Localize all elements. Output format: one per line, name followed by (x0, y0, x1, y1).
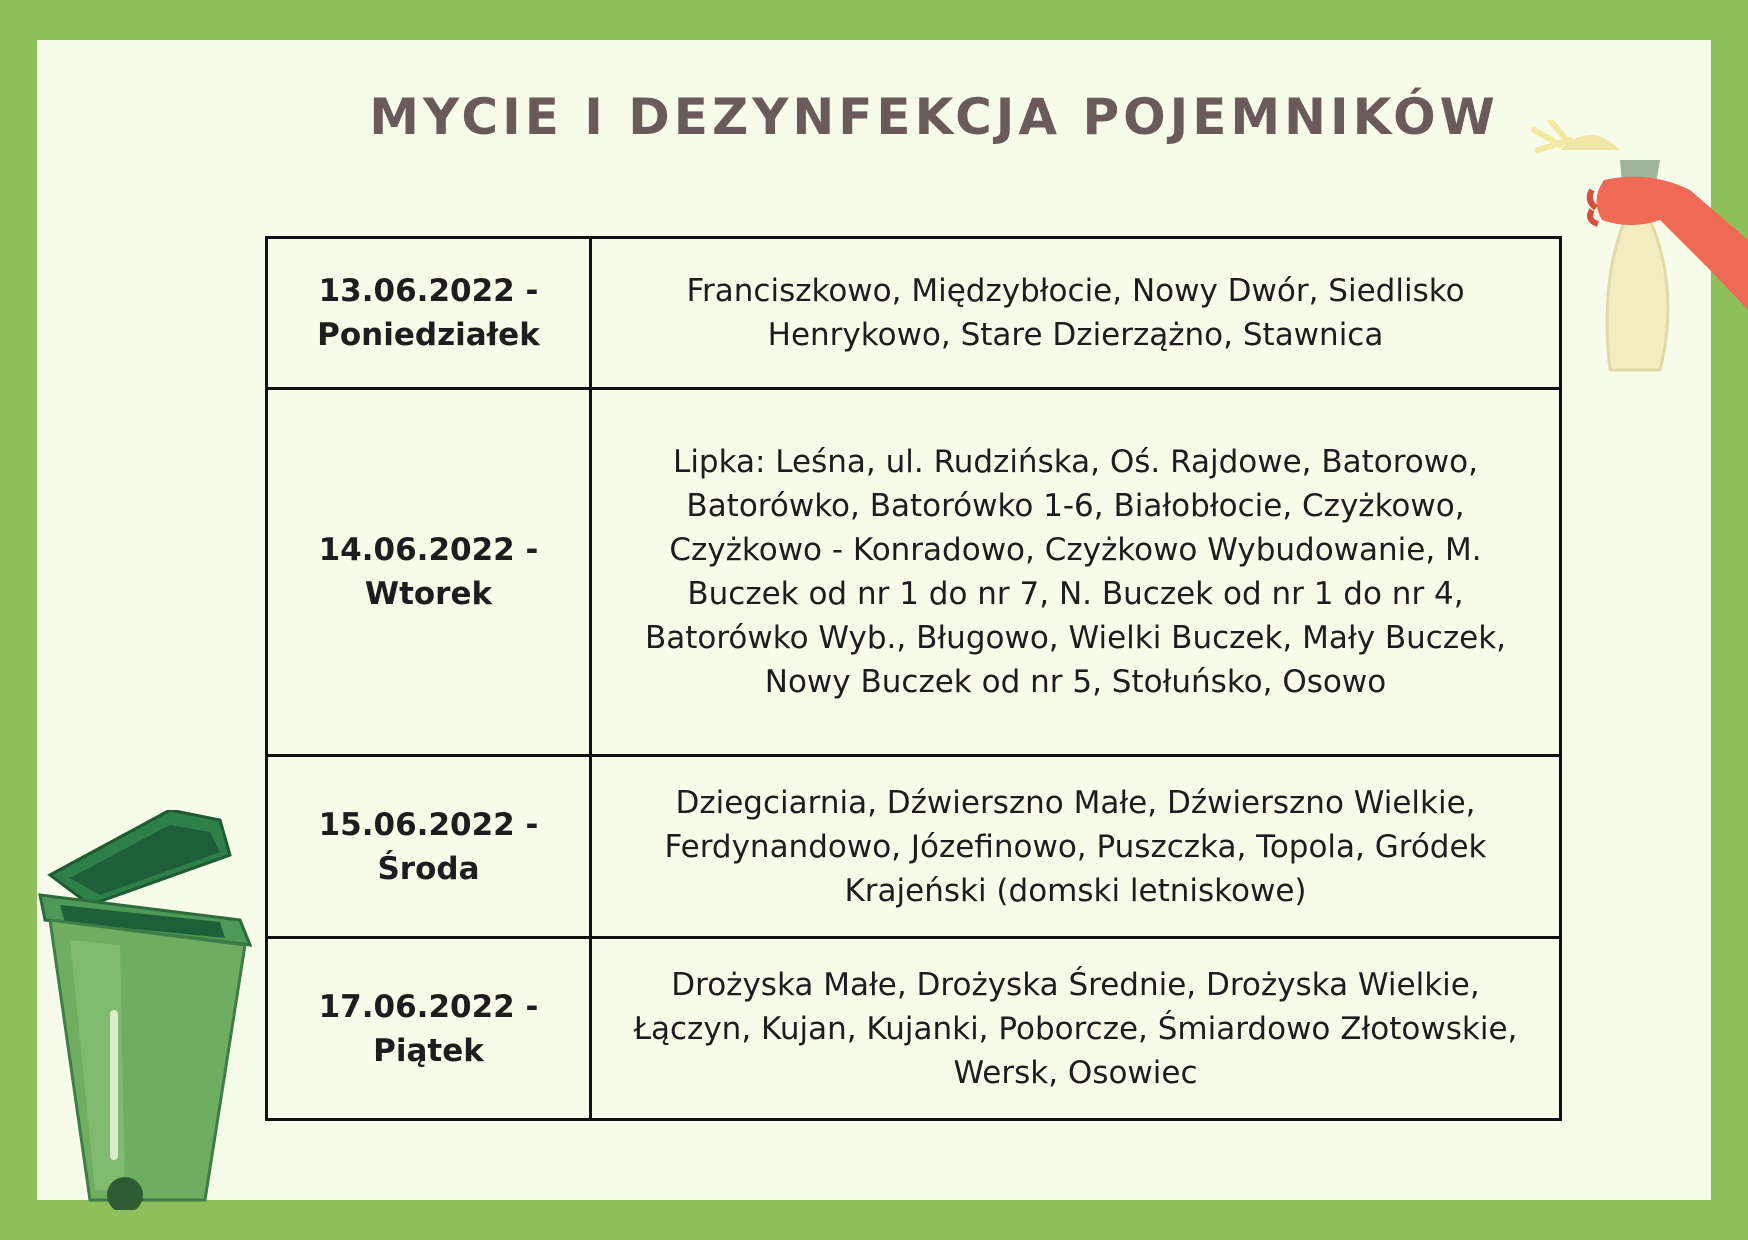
places-cell: Drożyska Małe, Drożyska Średnie, Drożyska Wielkie, Łączyn, Kujan, Kujanki, Poborcze, Śmiardowo Złotowskie, Wersk, Osowiec (591, 938, 1561, 1120)
day-text: Poniedziałek (317, 317, 540, 353)
places-cell: Lipka: Leśna, ul. Rudzińska, Oś. Rajdowe, Batorowo, Batorówko, Batorówko 1-6, Białobłocie, Czyżkowo, Czyżkowo - Konradowo, Czyżkowo Wybudowanie, M. Buczek od nr 1 do nr 7, N. Buczek od nr 1 do nr 4, Batorówko Wyb., Bługowo, Wielki Buczek, Mały Buczek, Nowy Buczek od nr 5, Stołuńsko, Osowo (591, 389, 1561, 756)
date-cell (267, 238, 591, 389)
trash-bin-icon (30, 810, 260, 1210)
schedule-table (265, 236, 1562, 1121)
places-cell: Franciszkowo, Międzybłocie, Nowy Dwór, Siedlisko Henrykowo, Stare Dzierzążno, Stawnica (591, 238, 1561, 389)
table-row (267, 238, 1561, 389)
spray-bottle-icon (1530, 120, 1748, 390)
date-cell (267, 389, 591, 756)
date-text: 13.06.2022 - (318, 273, 539, 309)
date-text: 15.06.2022 - (318, 806, 539, 843)
table-row (267, 938, 1561, 1120)
day-text: Wtorek (364, 576, 493, 612)
date-text: 17.06.2022 - (318, 988, 539, 1025)
date-cell (267, 938, 591, 1120)
places-cell: Dziegciarnia, Dźwierszno Małe, Dźwierszno Wielkie, Ferdynandowo, Józefinowo, Puszczka, Topola, Gródek Krajeński (domski letniskowe) (591, 756, 1561, 938)
date-text: 14.06.2022 - (318, 532, 539, 568)
table-row (267, 756, 1561, 938)
page-title: MYCIE I DEZYNFEKCJA POJEMNIKÓW (369, 88, 1499, 146)
day-text: Środa (377, 850, 480, 887)
table-row (267, 389, 1561, 756)
day-text: Piątek (373, 1032, 484, 1069)
date-cell (267, 756, 591, 938)
